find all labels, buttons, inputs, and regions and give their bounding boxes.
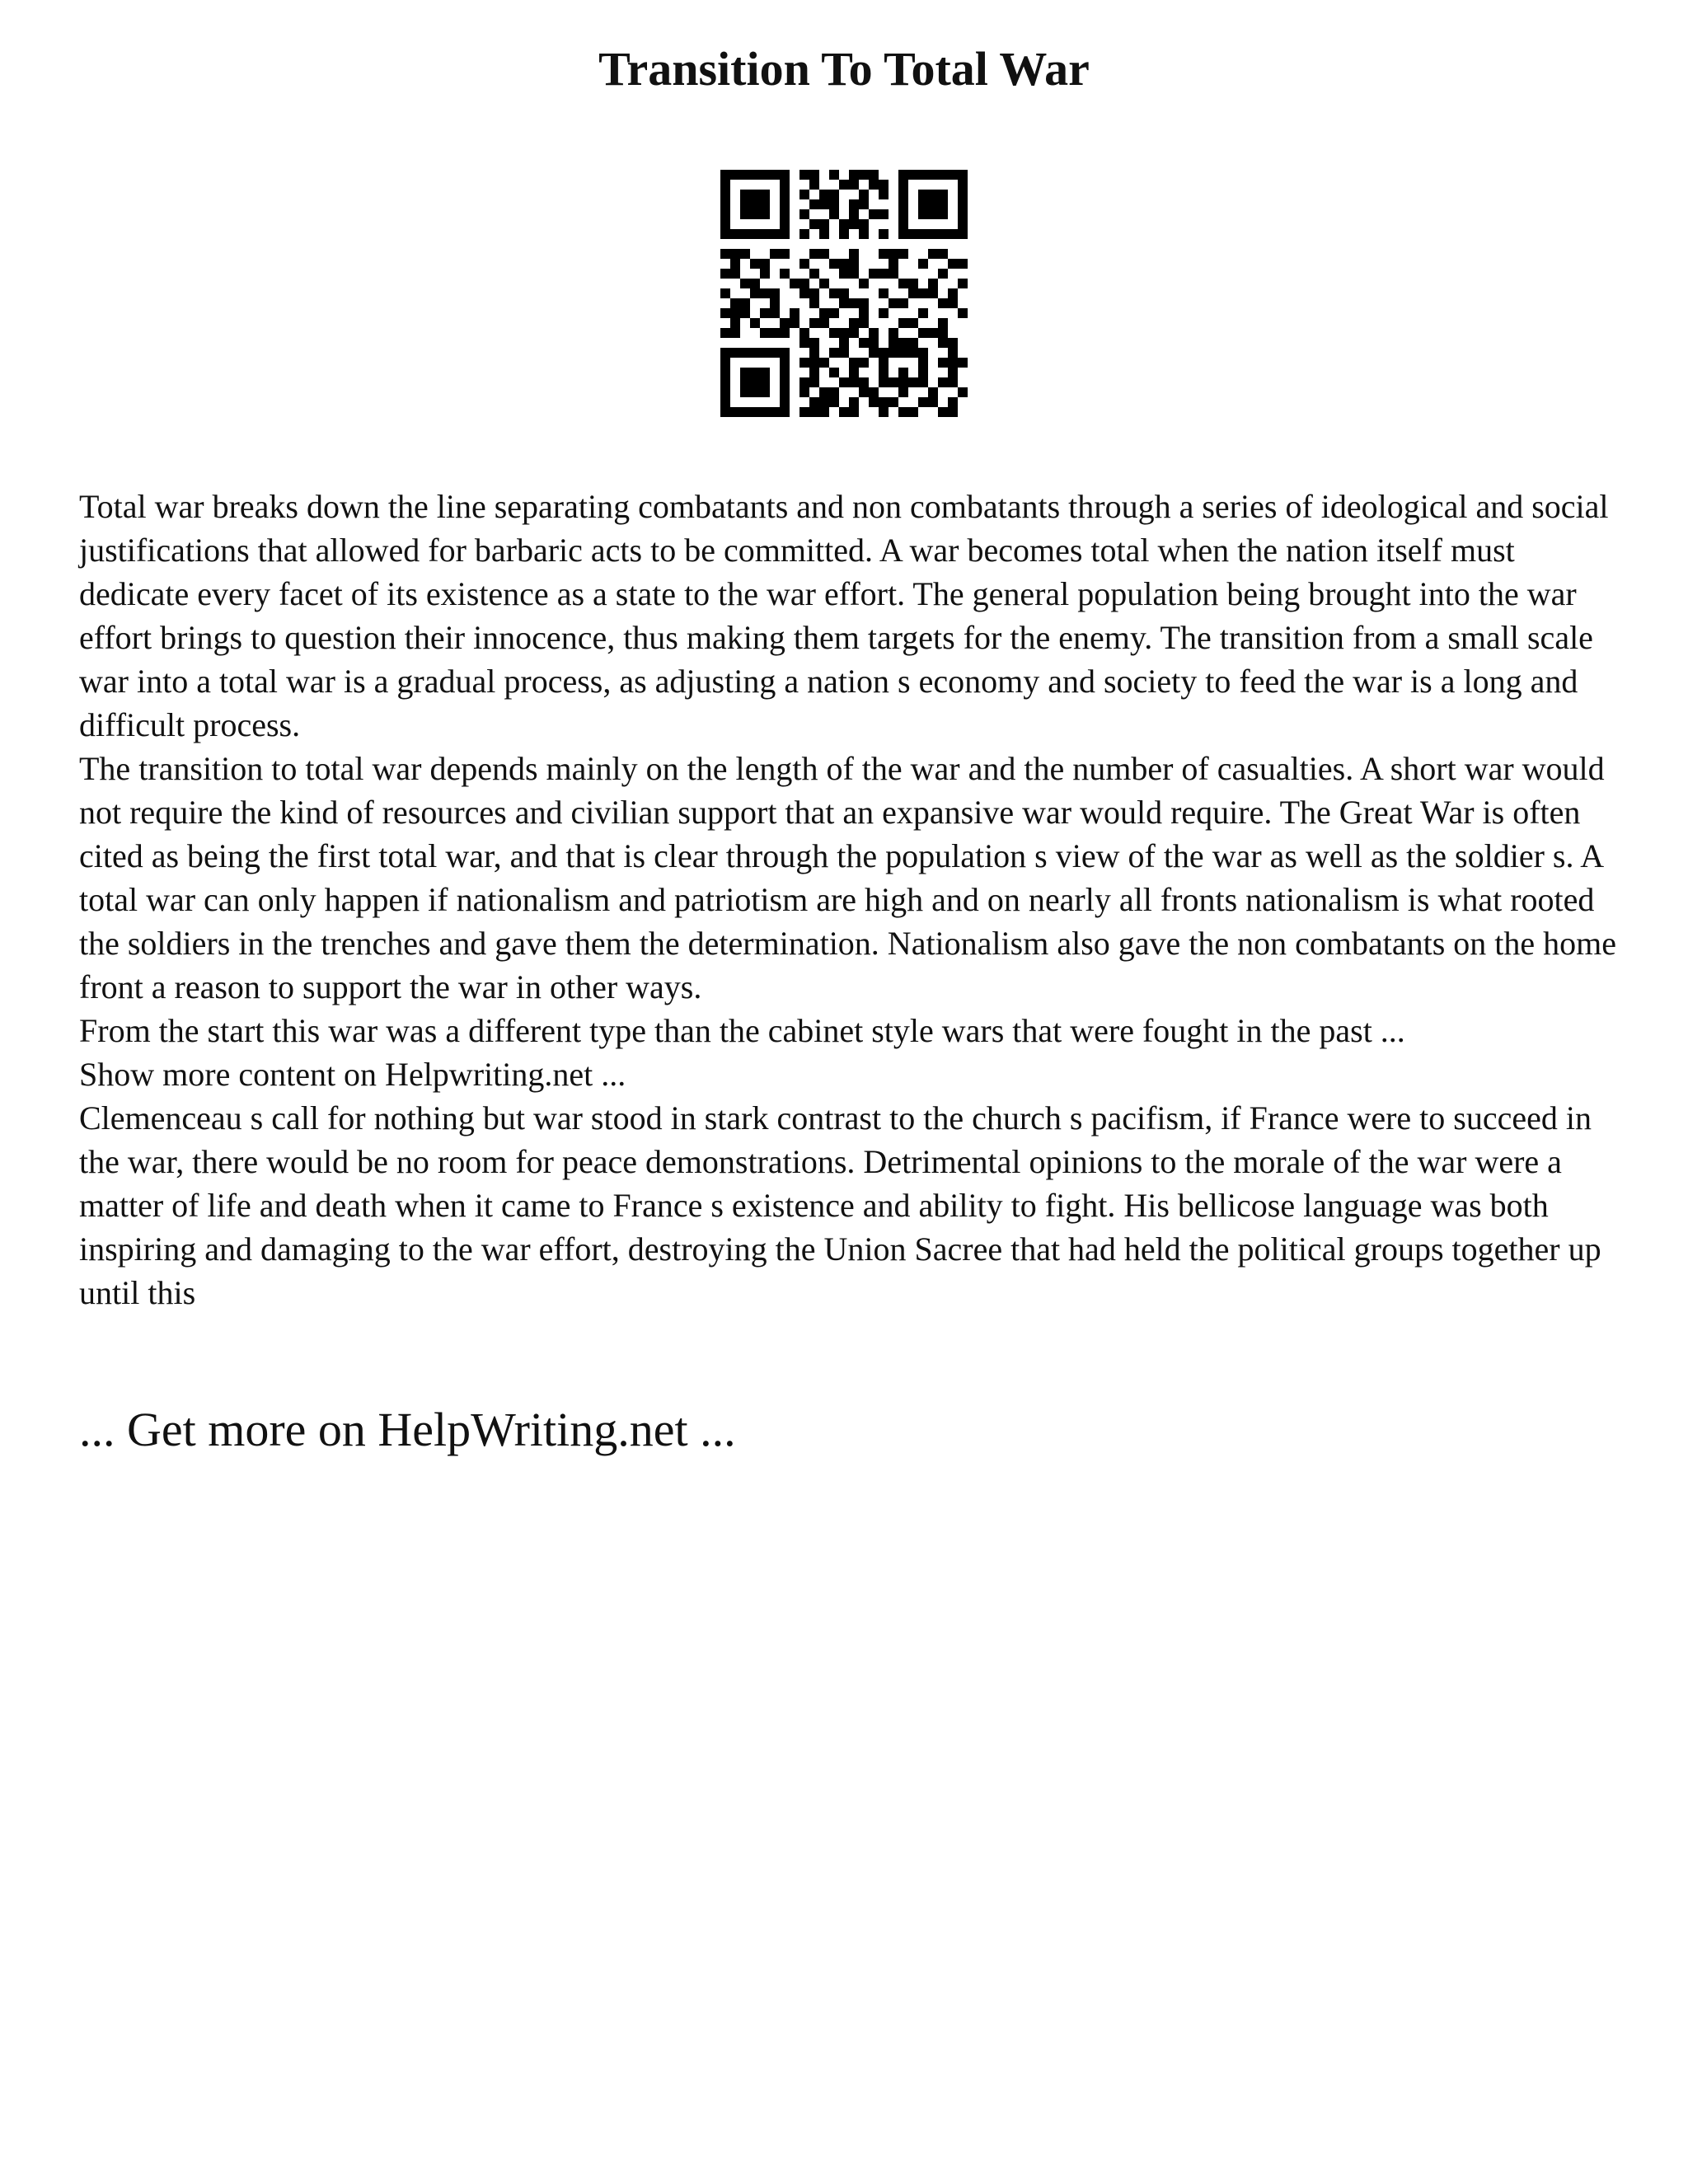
page-title: Transition To Total War: [598, 42, 1090, 96]
paragraph-clemenceau: Clemenceau s call for nothing but war stood in stark contrast to the church s pacifism, if France were to succeed in the war, there would be no room for peace demonstrations. Detrimental opinions to the morale of the war were a matter of life and death when it came to France s existence and ability to fight. His bellicose language was both inspiring and damaging to the war effort, destroying the Union Sacree that had held the political groups together up until this: [79, 1099, 1601, 1311]
paragraph-start: From the start this war was a different type than the cabinet style wars that were fought in the past ...: [79, 1012, 1405, 1049]
article-body: [79, 485, 1629, 1315]
get-more-link[interactable]: ... Get more on HelpWriting.net ...: [79, 1403, 736, 1456]
paragraph-intro: Total war breaks down the line separating combatants and non combatants through a series of ideological and social justifications that allowed for barbaric acts to be committed. A war becomes total when the nation itself must dedicate every facet of its existence as a state to the war effort. The general population being brought into the war effort brings to question their innocence, thus making them targets for the enemy. The transition from a small scale war into a total war is a gradual process, as adjusting a nation s economy and society to feed the war is a long and difficult process.: [79, 488, 1609, 743]
paragraph-transition: The transition to total war depends mainly on the length of the war and the number of casualties. A short war would not require the kind of resources and civilian support that an expansive war would require. The Great War is often cited as being the first total war, and that is clear through the population s view of the war as well as the soldier s. A total war can only happen if nationalism and patriotism are high and on nearly all fronts nationalism is what rooted the soldiers in the trenches and gave them the determination. Nationalism also gave the non combatants on the home front a reason to support the war in other ways.: [79, 750, 1617, 1005]
qr-code-image: [720, 170, 968, 417]
show-more-text: Show more content on Helpwriting.net ...: [79, 1056, 626, 1093]
